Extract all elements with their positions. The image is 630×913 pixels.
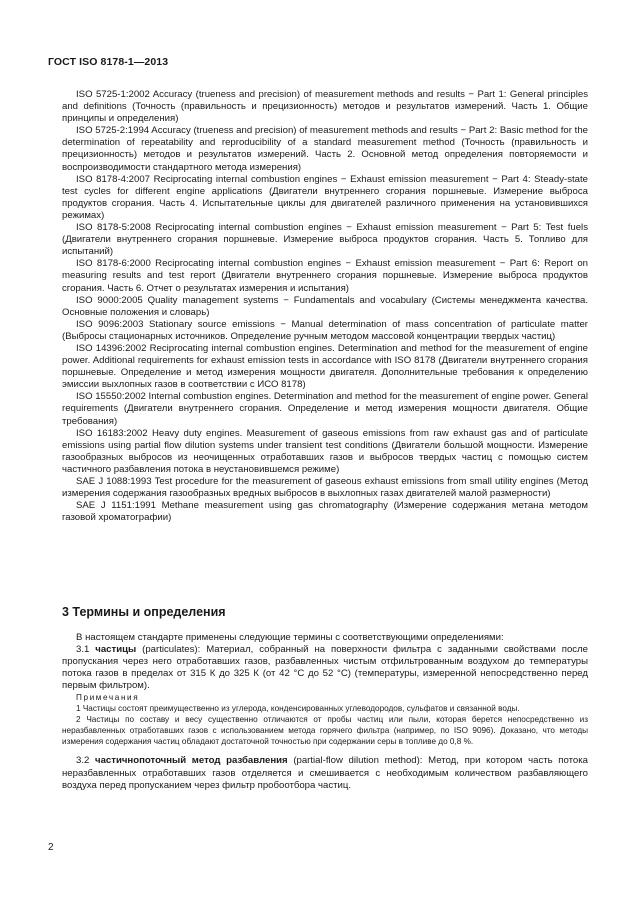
reference-item: ISO 16183:2002 Heavy duty engines. Measurement of gaseous emissions from raw exhaust gas and of particulate emissions using partial flow dilution systems under transient test conditions (Двигатели большой мощности. Измерение газообразных выбросов из неочищенных отработавших газов и выбросов твердых частиц с помощью систем частичного разбавления потока в неустановившемся режиме) [62, 427, 588, 475]
reference-item: SAE J 1088:1993 Test procedure for the measurement of gaseous exhaust emissions from small utility engines (Метод измерения содержания газообразных вредных выбросов в выхлопных газах двигателей малой размерности) [62, 476, 588, 500]
section-body [62, 632, 588, 792]
normative-references-list [62, 89, 588, 524]
term-definition-3-2 [62, 755, 588, 791]
page-number: 2 [48, 842, 54, 853]
term-name: частичнопоточный метод разбавления [95, 755, 288, 767]
term-number: 3.2 [76, 755, 90, 767]
reference-item: ISO 8178-6:2000 Reciprocating internal combustion engines − Exhaust emission measurement − Part 6: Report on measuring results and test report (Двигатели внутреннего сгорания поршневые. Измерение выброса продуктов сгорания. Часть 6. Отчет о результатах измерения и испытания) [62, 258, 588, 294]
section-intro: В настоящем стандарте применены следующие термины с соответствующими определениями: [76, 632, 504, 643]
term-number: 3.1 [76, 644, 90, 656]
term-definition: (partial-flow dilution method): Метод, при котором часть потока неразбавленных отработавших газов отделяется и смешивается с необходимым количеством разбавляющего воздуха перед пропусканием через фильтр пробоотбора частиц. [62, 755, 588, 791]
document-header: ГОСТ ISO 8178-1—2013 [48, 56, 169, 68]
term-definition-3-1 [62, 644, 588, 692]
term-name: частицы [95, 644, 137, 656]
note-item: 1 Частицы состоят преимущественно из углерода, конденсированных углеводородов, сульфатов и связанной воды. [76, 704, 520, 714]
notes-title: Примечания [76, 693, 140, 703]
reference-item: ISO 15550:2002 Internal combustion engines. Determination and method for the measurement of engine power. General requirements (Двигатели внутреннего сгорания. Определение и метод измерения мощности двигателя. Общие требования) [62, 391, 588, 427]
reference-item: SAE J 1151:1991 Methane measurement using gas chromatography (Измерение содержания метана методом газовой хроматографии) [62, 500, 588, 524]
note-item: 2 Частицы по составу и весу существенно отличаются от пробы частиц или пыли, которая берется непосредственно из неразбавленных отработавших газов с использованием метода горячего фильтра (например, по ISO 9096). Доказано, что методы измерения содержания частиц обладают достаточной точностью при содержании серы в топливе до 0,8 %. [62, 715, 588, 747]
reference-item: ISO 14396:2002 Reciprocating internal combustion engines. Determination and method for the measurement of engine power. Additional requirements for exhaust emission tests in accordance with ISO 8178 (Двигатели внутреннего сгорания поршневые. Определение и метод измерения мощности двигателя. Дополнительные требования к определению эмиссии выхлопных газов в соответствии с ИСО 8178) [62, 342, 588, 391]
reference-item: ISO 5725-2:1994 Accuracy (trueness and precision) of measurement methods and results − Part 2: Basic method for the determination of repeatability and reproducibility of a standard measurement method (Точность (правильность и прецизионность) методов и результатов измерений. Часть 2. Основной метод определения повторяемости и воспроизводимости стандартного метода измерения) [62, 125, 588, 173]
reference-item: ISO 9000:2005 Quality management systems − Fundamentals and vocabulary (Системы менеджмента качества. Основные положения и словарь) [62, 294, 588, 318]
reference-item: ISO 8178-4:2007 Reciprocating internal combustion engines − Exhaust emission measurement − Part 4: Steady-state test cycles for different engine applications (Двигатели внутреннего сгорания поршневые. Измерение выброса продуктов сгорания. Часть 4. Испытательные циклы для двигателей различного применения на установившихся режимах) [62, 173, 588, 221]
reference-item: ISO 5725-1:2002 Accuracy (trueness and precision) of measurement methods and results − Part 1: General principles and definitions (Точность (правильность и прецизионность) методов и результатов измерений. Часть 1. Общие принципы и определения) [62, 89, 588, 125]
reference-item: ISO 9096:2003 Stationary source emissions − Manual determination of mass concentration of particulate matter (Выбросы стационарных источников. Определение ручным методом массовой концентрации твердых частиц) [62, 318, 588, 342]
reference-item: ISO 8178-5:2008 Reciprocating internal combustion engines − Exhaust emission measurement − Part 5: Test fuels (Двигатели внутреннего сгорания поршневые. Измерение выброса продуктов сгорания. Часть 5. Топливо для испытаний) [62, 222, 588, 258]
term-definition: (particulates): Материал, собранный на поверхности фильтра с заданными свойствами после пропускания через него отработавших газов, разбавленных чистым отфильтрованным воздухом до температуры потока газов в пределах от 315 К до 325 К (от 42 °С до 52 °С) (температуры, измеренной непосредственно перед первым фильтром). [62, 644, 589, 692]
section-title: 3 Термины и определения [62, 605, 226, 619]
spacer [62, 747, 588, 755]
